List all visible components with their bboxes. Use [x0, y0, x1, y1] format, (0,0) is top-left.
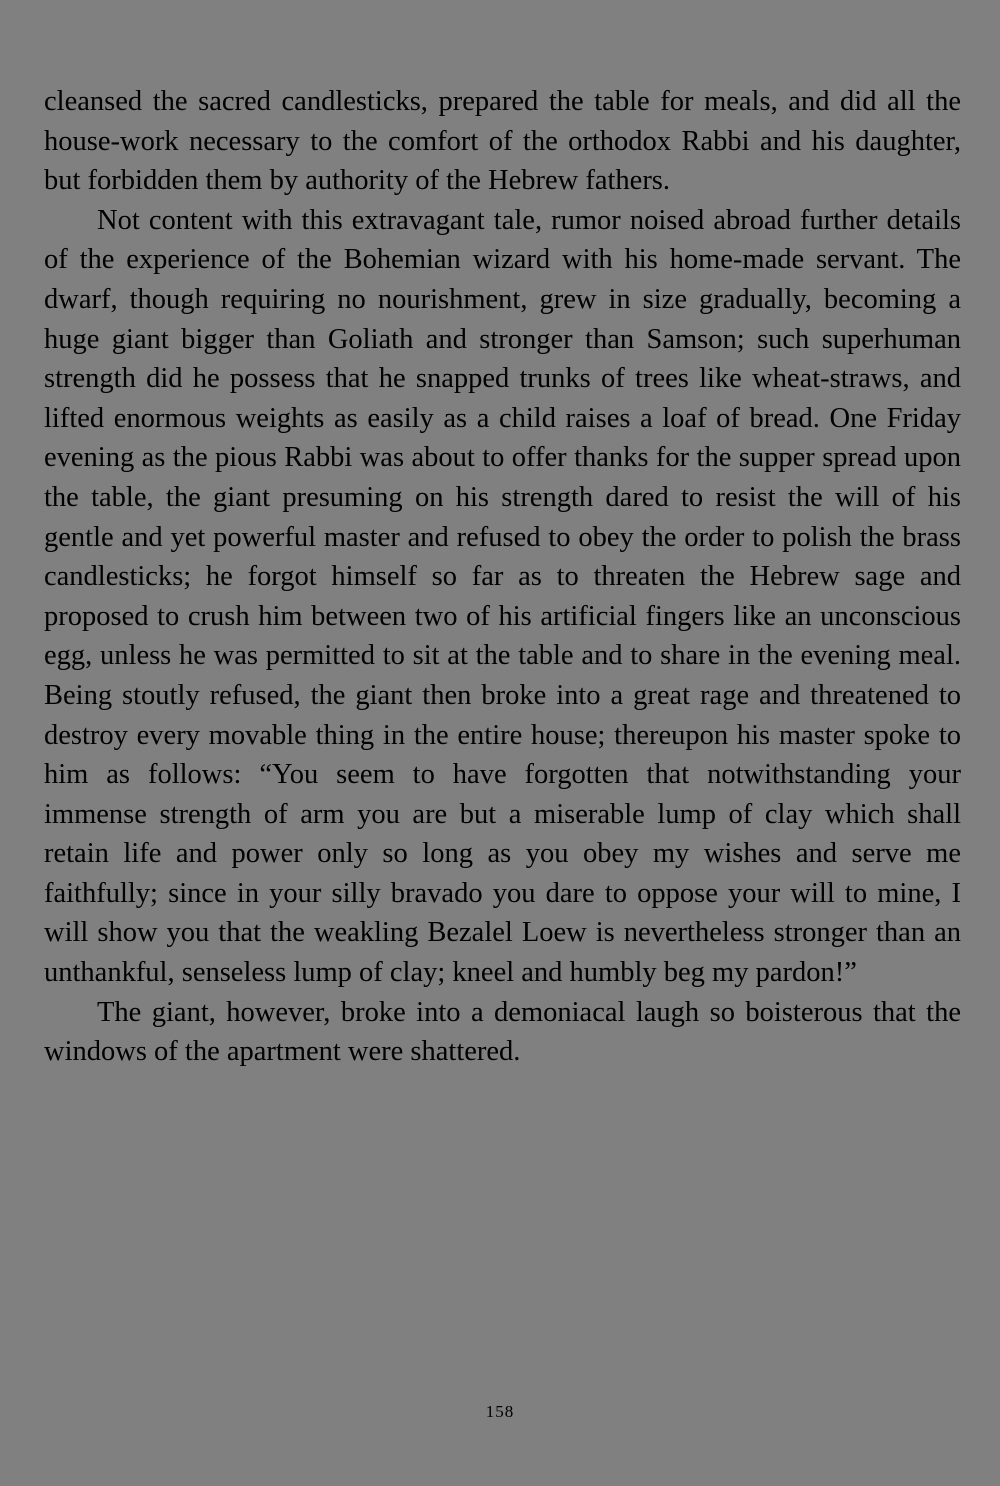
- paragraph-giant-laugh: The giant, however, broke into a demoniacal laugh so boisterous that the windows of the apartment were shattered.: [44, 996, 961, 1068]
- page-body: [44, 82, 961, 1072]
- paragraph-continued: cleansed the sacred candlesticks, prepared the table for meals, and did all the house-work necessary to the comfort of the orthodox Rabbi and his daughter, but forbidden them by authority of the Hebrew fathers.: [44, 86, 961, 197]
- paragraph-golem-tale: Not content with this extravagant tale, rumor noised abroad further details of the experience of the Bohemian wizard with his home-made servant. The dwarf, though requiring no nourishment, grew in size gradually, becoming a huge giant bigger than Goliath and stronger than Samson; such superhuman strength did he possess that he snapped trunks of trees like wheat-straws, and lifted enormous weights as easily as a child raises a loaf of bread. One Friday evening as the pious Rabbi was about to offer thanks for the supper spread upon the table, the giant presuming on his strength dared to resist the will of his gentle and yet powerful master and refused to obey the order to polish the brass candlesticks; he forgot himself so far as to threaten the Hebrew sage and proposed to crush him between two of his artificial fingers like an unconscious egg, unless he was permitted to sit at the table and to share in the evening meal. Being stoutly refused, the giant then broke into a great rage and threatened to destroy every movable thing in the entire house; thereupon his master spoke to him as follows: “You seem to have forgotten that notwithstanding your immense strength of arm you are but a miserable lump of clay which shall retain life and power only so long as you obey my wishes and serve me faithfully; since in your silly bravado you dare to oppose your will to mine, I will show you that the weakling Bezalel Loew is nevertheless stronger than an unthankful, senseless lump of clay; kneel and humbly beg my pardon!”: [44, 204, 961, 989]
- page-number: 158: [485, 1402, 515, 1421]
